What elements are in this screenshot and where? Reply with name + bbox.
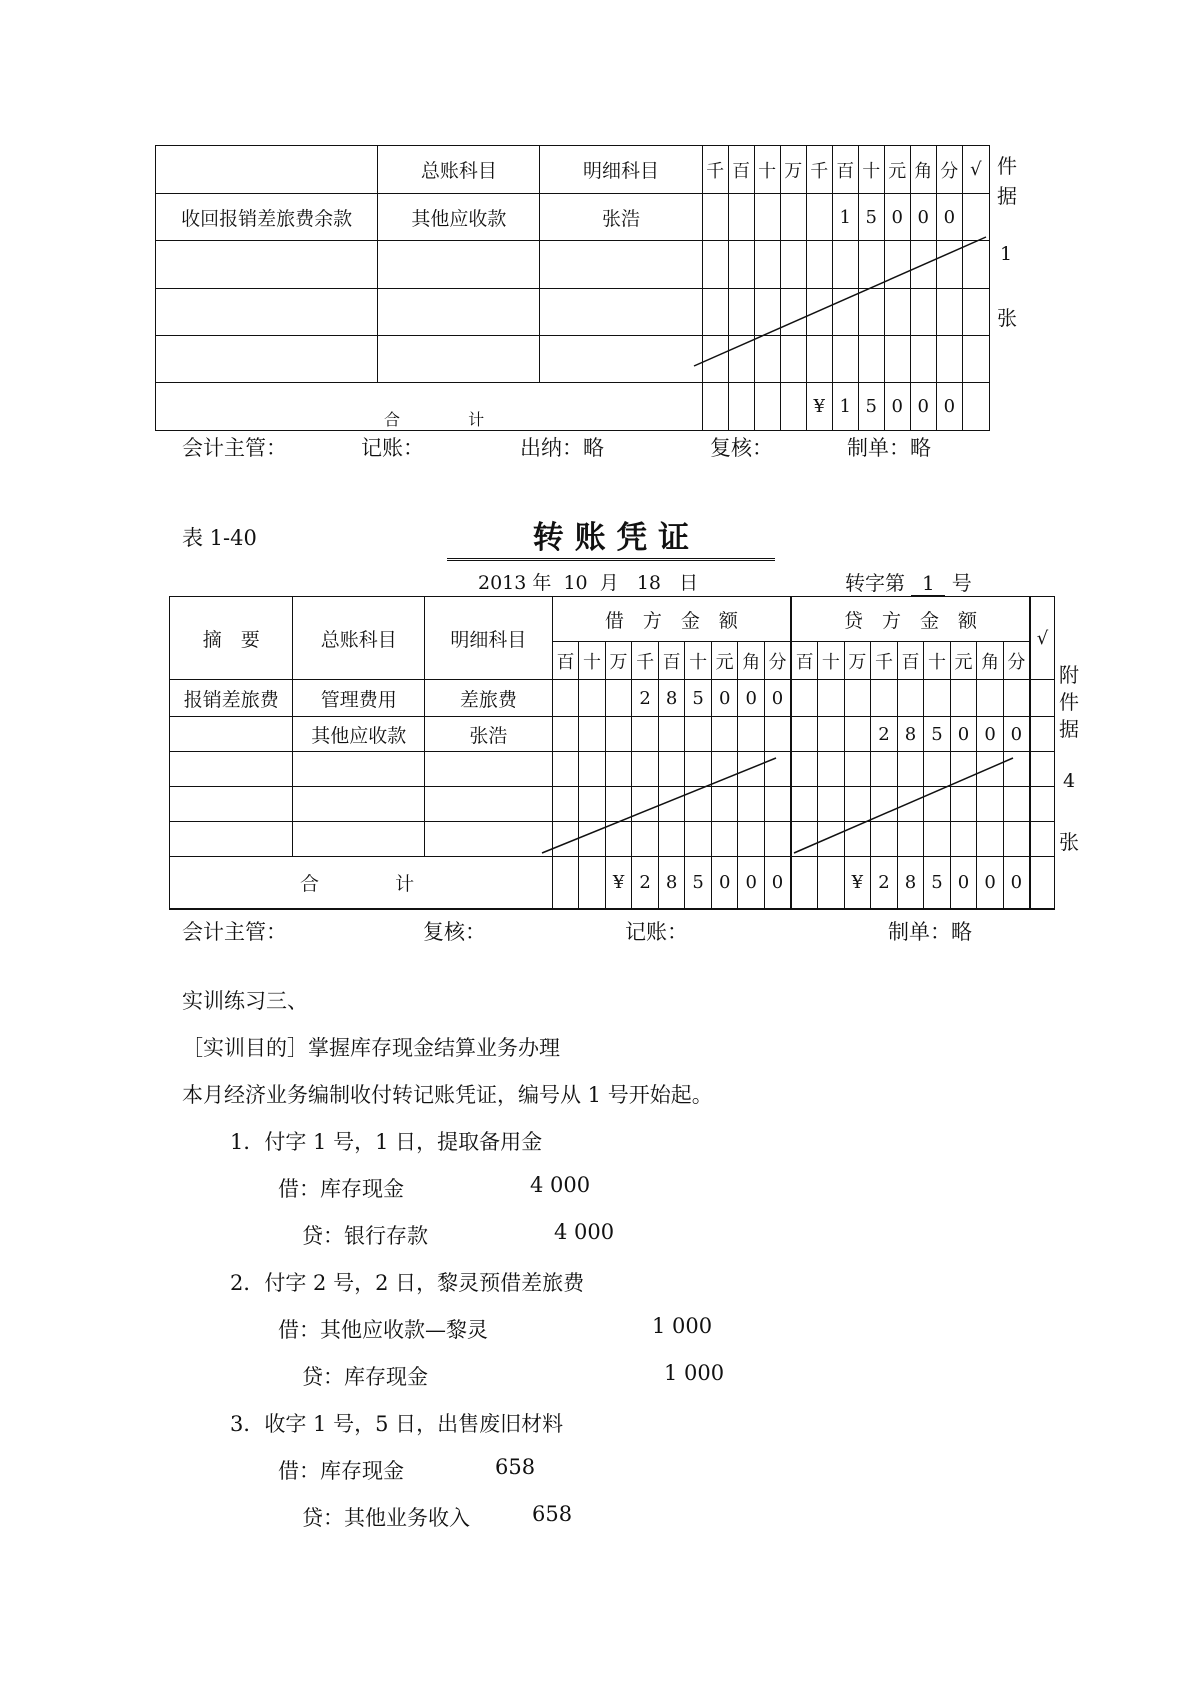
ledger-cell: 管理费用 <box>293 680 425 717</box>
total-digit <box>754 383 780 431</box>
digit-cell: 0 <box>936 194 962 241</box>
credit-digit: 2 <box>871 717 898 752</box>
voucher-1-table <box>155 145 990 431</box>
digit-cell: 0 <box>884 194 910 241</box>
digit-cell <box>806 194 832 241</box>
footer-bookkeeper: 记账： <box>361 436 424 460</box>
digit-cell <box>728 194 754 241</box>
item-debit: 借：其他应收款—黎灵 <box>278 1318 488 1342</box>
total-digit <box>702 383 728 431</box>
ledger-header: 总账科目 <box>378 146 540 194</box>
credit-digit <box>844 717 871 752</box>
debit-digit: 0 <box>738 680 765 717</box>
attachment-count: 4 <box>1063 770 1076 792</box>
credit-digit <box>871 680 898 717</box>
total-label-a: 合 <box>300 872 320 895</box>
debit-digit <box>711 717 738 752</box>
footer-cashier: 出纳：略 <box>520 436 604 460</box>
digit-header: 十 <box>818 642 845 680</box>
item-title: 1．付字 1 号，1 日，提取备用金 <box>230 1130 543 1154</box>
exercise-goal: ［实训目的］掌握库存现金结算业务办理 <box>182 1036 560 1060</box>
total-debit-digit: 0 <box>711 857 738 909</box>
summary-cell: 报销差旅费 <box>170 680 293 717</box>
footer-maker: 制单：略 <box>847 436 931 460</box>
total-debit-digit: 5 <box>685 857 712 909</box>
credit-digit <box>791 680 818 717</box>
digit-header: 百 <box>552 642 579 680</box>
exercise-intro: 本月经济业务编制收付转记账凭证，编号从 1 号开始起。 <box>182 1083 713 1107</box>
credit-digit <box>818 717 845 752</box>
item-credit: 贷：银行存款 <box>302 1224 428 1248</box>
total-label-b: 计 <box>468 410 485 429</box>
credit-digit: 0 <box>977 717 1004 752</box>
table-row <box>156 194 990 241</box>
total-label-a: 合 <box>384 410 401 429</box>
credit-digit <box>818 680 845 717</box>
total-digit: 1 <box>832 383 858 431</box>
total-credit-digit: 5 <box>924 857 951 909</box>
check-header: √ <box>1030 597 1055 680</box>
total-digit: 0 <box>910 383 936 431</box>
digit-cell <box>754 194 780 241</box>
table-row <box>156 289 990 336</box>
total-digit <box>728 383 754 431</box>
table-row <box>170 787 1055 822</box>
voucher-number: 1 <box>911 571 945 596</box>
footer-supervisor: 会计主管： <box>182 920 287 944</box>
check-cell <box>1030 680 1055 717</box>
table-label: 表 1-40 <box>182 526 257 550</box>
attachment-unit: 张 <box>997 306 1017 330</box>
total-credit-digit: ¥ <box>844 857 871 909</box>
total-digit: 0 <box>884 383 910 431</box>
total-digit <box>780 383 806 431</box>
credit-digit <box>844 680 871 717</box>
digit-header: 元 <box>711 642 738 680</box>
item-credit-amount: 4 000 <box>554 1220 615 1244</box>
debit-digit: 8 <box>658 680 685 717</box>
debit-digit <box>685 717 712 752</box>
digit-header: 百 <box>897 642 924 680</box>
detail-cell: 差旅费 <box>425 680 553 717</box>
summary-cell <box>170 717 293 752</box>
digit-header: 角 <box>738 642 765 680</box>
total-debit-digit: 0 <box>738 857 765 909</box>
total-digit: 5 <box>858 383 884 431</box>
voucher-number-label <box>845 567 972 596</box>
item-debit: 借：库存现金 <box>278 1459 404 1483</box>
digit-header: 千 <box>632 642 659 680</box>
item-credit: 贷：其他业务收入 <box>302 1506 470 1530</box>
total-label-cell <box>156 383 703 431</box>
debit-digit <box>552 680 579 717</box>
attachment-unit: 张 <box>1059 830 1079 854</box>
credit-digit: 8 <box>897 717 924 752</box>
attachment-label: 件 <box>1059 690 1079 714</box>
digit-header: 十 <box>924 642 951 680</box>
total-debit-digit: 2 <box>632 857 659 909</box>
footer-maker: 制单：略 <box>888 920 972 944</box>
item-title: 3．收字 1 号，5 日，出售废旧材料 <box>230 1412 564 1436</box>
detail-cell: 张浩 <box>425 717 553 752</box>
digit-cell <box>780 194 806 241</box>
debit-digit <box>658 717 685 752</box>
digit-header: 十 <box>754 146 780 194</box>
total-debit-digit <box>579 857 606 909</box>
credit-digit <box>791 717 818 752</box>
debit-digit <box>764 717 791 752</box>
digit-header: 元 <box>884 146 910 194</box>
summary-header <box>156 146 378 194</box>
digit-header: 千 <box>806 146 832 194</box>
digit-cell: 5 <box>858 194 884 241</box>
digit-header: 百 <box>791 642 818 680</box>
item-title: 2．付字 2 号，2 日，黎灵预借差旅费 <box>230 1271 585 1295</box>
debit-digit <box>579 717 606 752</box>
digit-header: 千 <box>702 146 728 194</box>
total-credit-digit: 0 <box>977 857 1004 909</box>
total-credit-digit <box>791 857 818 909</box>
ledger-cell: 其他应收款 <box>378 194 540 241</box>
voucher-number-suffix: 号 <box>951 571 972 595</box>
item-debit-amount: 4 000 <box>530 1173 591 1197</box>
item-debit-amount: 658 <box>495 1455 536 1479</box>
detail-header: 明细科目 <box>540 146 702 194</box>
item-debit: 借：库存现金 <box>278 1177 404 1201</box>
attachment-label: 件 <box>997 154 1017 178</box>
table-row <box>170 752 1055 787</box>
credit-header: 贷 方 金 额 <box>791 597 1030 642</box>
total-label-b: 计 <box>395 872 415 895</box>
total-credit-digit: 8 <box>897 857 924 909</box>
total-credit-digit: 0 <box>1003 857 1030 909</box>
digit-header: 万 <box>605 642 632 680</box>
attachment-label: 据 <box>1059 717 1079 741</box>
total-credit-digit <box>818 857 845 909</box>
digit-header: 万 <box>780 146 806 194</box>
debit-digit: 2 <box>632 680 659 717</box>
item-credit: 贷：库存现金 <box>302 1365 428 1389</box>
footer-bookkeeper: 记账： <box>625 920 688 944</box>
footer-reviewer: 复核： <box>710 436 773 460</box>
table-row <box>170 717 1055 752</box>
footer-supervisor: 会计主管： <box>182 436 287 460</box>
total-row <box>170 857 1055 909</box>
debit-digit: 0 <box>711 680 738 717</box>
footer-reviewer: 复核： <box>423 920 486 944</box>
digit-cell: 1 <box>832 194 858 241</box>
attachment-count: 1 <box>1000 243 1013 265</box>
digit-header: 千 <box>871 642 898 680</box>
digit-header: 万 <box>844 642 871 680</box>
total-debit-digit: 0 <box>764 857 791 909</box>
debit-digit: 0 <box>764 680 791 717</box>
attachment-label: 据 <box>997 184 1017 208</box>
table-row <box>170 822 1055 857</box>
total-credit-digit: 0 <box>950 857 977 909</box>
check-header: √ <box>962 146 989 194</box>
credit-digit <box>1003 680 1030 717</box>
digit-header: 百 <box>728 146 754 194</box>
digit-header: 角 <box>977 642 1004 680</box>
credit-digit: 0 <box>1003 717 1030 752</box>
credit-digit: 0 <box>950 717 977 752</box>
summary-header: 摘 要 <box>170 597 293 680</box>
debit-header: 借 方 金 额 <box>552 597 791 642</box>
exercise-heading: 实训练习三、 <box>182 989 308 1013</box>
total-row <box>156 383 990 431</box>
item-credit-amount: 1 000 <box>664 1361 725 1385</box>
digit-cell: 0 <box>910 194 936 241</box>
table-row <box>156 336 990 383</box>
total-digit: 0 <box>936 383 962 431</box>
debit-digit <box>579 680 606 717</box>
check-cell <box>1030 717 1055 752</box>
attachment-label: 附 <box>1059 663 1079 687</box>
digit-header: 百 <box>658 642 685 680</box>
credit-digit <box>950 680 977 717</box>
digit-header: 元 <box>950 642 977 680</box>
voucher-2-table <box>169 596 1055 910</box>
table-row <box>170 680 1055 717</box>
check-cell <box>962 194 989 241</box>
total-debit-digit: ¥ <box>605 857 632 909</box>
digit-header: 分 <box>936 146 962 194</box>
credit-digit <box>897 680 924 717</box>
credit-digit <box>924 680 951 717</box>
digit-header: 十 <box>685 642 712 680</box>
digit-header: 角 <box>910 146 936 194</box>
total-debit-digit: 8 <box>658 857 685 909</box>
debit-digit <box>738 717 765 752</box>
digit-header: 十 <box>858 146 884 194</box>
digit-header: 分 <box>764 642 791 680</box>
voucher-date: 2013 年 10 月 18 日 <box>478 572 699 594</box>
summary-cell: 收回报销差旅费余款 <box>156 194 378 241</box>
detail-header: 明细科目 <box>425 597 553 680</box>
total-label-cell <box>170 857 553 909</box>
item-credit-amount: 658 <box>532 1502 573 1526</box>
voucher-number-prefix: 转字第 <box>845 571 905 595</box>
ledger-header: 总账科目 <box>293 597 425 680</box>
voucher-title: 转 账 凭 证 <box>447 512 775 561</box>
item-debit-amount: 1 000 <box>652 1314 713 1338</box>
total-debit-digit <box>552 857 579 909</box>
digit-header: 十 <box>579 642 606 680</box>
ledger-cell: 其他应收款 <box>293 717 425 752</box>
credit-digit: 5 <box>924 717 951 752</box>
digit-header: 百 <box>832 146 858 194</box>
digit-cell <box>702 194 728 241</box>
credit-digit <box>977 680 1004 717</box>
detail-cell: 张浩 <box>540 194 702 241</box>
debit-digit: 5 <box>685 680 712 717</box>
total-credit-digit: 2 <box>871 857 898 909</box>
debit-digit <box>552 717 579 752</box>
debit-digit <box>632 717 659 752</box>
debit-digit <box>605 717 632 752</box>
digit-header: 分 <box>1003 642 1030 680</box>
total-digit: ¥ <box>806 383 832 431</box>
table-row <box>156 241 990 289</box>
debit-digit <box>605 680 632 717</box>
